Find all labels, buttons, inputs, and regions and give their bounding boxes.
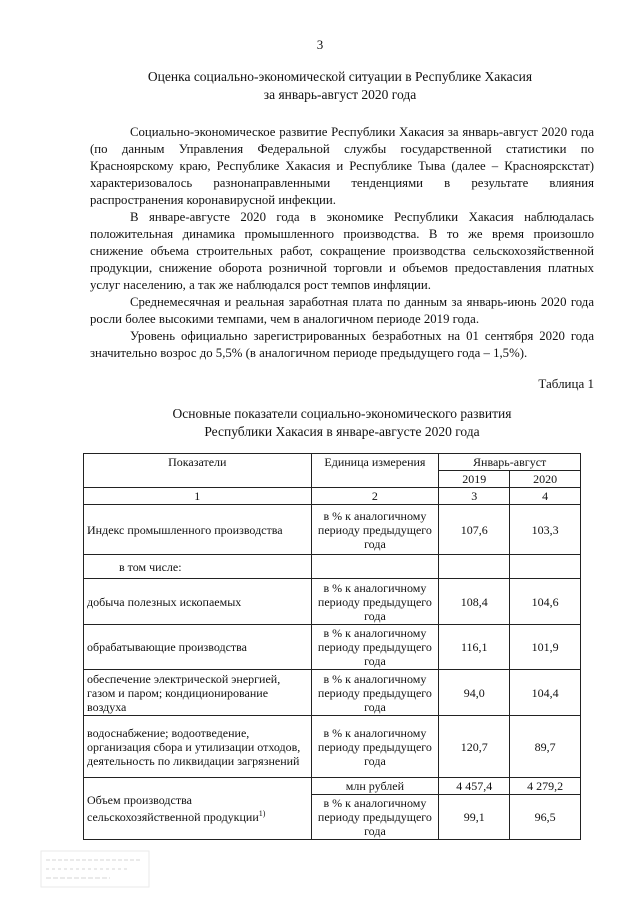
paragraph: Социально-экономическое развитие Республики Хакасия за январь-август 2020 года (по данным Управления Федеральной службы государственной статистики по Красноярскому краю, Республике Хакасия и Республике Тыва (далее – Красноярскстат) характеризовалось разнонаправленными тенденциями в результате влияния распространения коронавирусной инфекции. xyxy=(90,125,594,207)
row-unit: в % к аналогичному периоду предыдущего года xyxy=(311,716,439,778)
title-line-1: Оценка социально-экономической ситуации в Республике Хакасия xyxy=(147,69,533,84)
column-number: 1 xyxy=(84,488,312,505)
table-title-line-1: Основные показатели социально-экономического развития xyxy=(172,406,512,421)
table-label: Таблица 1 xyxy=(538,376,594,391)
row-name: обрабатывающие производства xyxy=(84,625,312,670)
title-line-2: за январь-август 2020 года xyxy=(263,87,417,102)
empty-cell xyxy=(510,555,581,579)
column-number: 4 xyxy=(510,488,581,505)
row-value-2020: 104,6 xyxy=(510,579,581,625)
header-year-2020: 2020 xyxy=(510,471,581,488)
agri-name: Объем производства сельскохозяйственной продукции xyxy=(87,793,259,824)
row-value-2019: 4 457,4 xyxy=(439,778,510,795)
indicators-table xyxy=(83,453,581,840)
row-unit: в % к аналогичному периоду предыдущего года xyxy=(311,579,439,625)
table-title xyxy=(90,405,594,441)
row-unit: в % к аналогичному периоду предыдущего года xyxy=(311,505,439,555)
table-title-line-2: Республики Хакасия в январе-августе 2020 года xyxy=(204,424,480,439)
footnote-mark: 1) xyxy=(258,809,266,818)
table-row xyxy=(84,716,581,778)
column-number: 2 xyxy=(311,488,439,505)
row-value-2020: 101,9 xyxy=(510,625,581,670)
header-indicator: Показатели xyxy=(84,454,312,488)
row-name: Индекс промышленного производства xyxy=(84,505,312,555)
row-value-2019: 107,6 xyxy=(439,505,510,555)
row-name: обеспечение электрической энергией, газом и паром; кондиционирование воздуха xyxy=(84,670,312,716)
stamp-image xyxy=(40,850,150,888)
row-value-2019: 94,0 xyxy=(439,670,510,716)
paragraph: Уровень официально зарегистрированных безработных на 01 сентября 2020 года значительно возрос до 5,5% (в аналогичном периоде предыдущего года – 1,5%). xyxy=(90,329,594,360)
row-value-2019: 116,1 xyxy=(439,625,510,670)
header-period: Январь-август xyxy=(439,454,581,471)
row-unit: в % к аналогичному периоду предыдущего года xyxy=(311,670,439,716)
header-year-2019: 2019 xyxy=(439,471,510,488)
table-header-row xyxy=(84,454,581,471)
row-value-2020: 103,3 xyxy=(510,505,581,555)
row-unit: в % к аналогичному периоду предыдущего года xyxy=(311,795,439,840)
table-row xyxy=(84,579,581,625)
column-numbers-row xyxy=(84,488,581,505)
row-name: в том числе: xyxy=(84,555,312,579)
row-value-2019: 120,7 xyxy=(439,716,510,778)
empty-cell xyxy=(311,555,439,579)
table-row xyxy=(84,625,581,670)
row-value-2019: 108,4 xyxy=(439,579,510,625)
body-text xyxy=(90,124,594,362)
row-name: добыча полезных ископаемых xyxy=(84,579,312,625)
table-row xyxy=(84,778,581,795)
row-value-2020: 96,5 xyxy=(510,795,581,840)
table-row xyxy=(84,670,581,716)
row-name: водоснабжение; водоотведение, организация сбора и утилизации отходов, деятельность по ликвидации загрязнений xyxy=(84,716,312,778)
row-unit: в % к аналогичному периоду предыдущего года xyxy=(311,625,439,670)
row-value-2020: 89,7 xyxy=(510,716,581,778)
row-value-2019: 99,1 xyxy=(439,795,510,840)
row-value-2020: 4 279,2 xyxy=(510,778,581,795)
empty-cell xyxy=(439,555,510,579)
header-unit: Единица измерения xyxy=(311,454,439,488)
table-row xyxy=(84,555,581,579)
document-title xyxy=(60,68,620,104)
row-unit: млн рублей xyxy=(311,778,439,795)
paragraph: Среднемесячная и реальная заработная плата по данным за январь-июнь 2020 года росли более высокими темпами, чем в аналогичном периоде 2019 года. xyxy=(90,295,594,326)
table-row xyxy=(84,505,581,555)
paragraph: В январе-августе 2020 года в экономике Республики Хакасия наблюдалась положительная динамика промышленного производства. В то же время произошло снижение объема строительных работ, сокращение производства сельскохозяйственной продукции, снижение оборота розничной торговли и объемов предоставления платных услуг населению, а так же наблюдался рост темпов инфляции. xyxy=(90,210,594,292)
row-name xyxy=(84,778,312,840)
column-number: 3 xyxy=(439,488,510,505)
row-value-2020: 104,4 xyxy=(510,670,581,716)
page-number: 3 xyxy=(316,37,324,52)
